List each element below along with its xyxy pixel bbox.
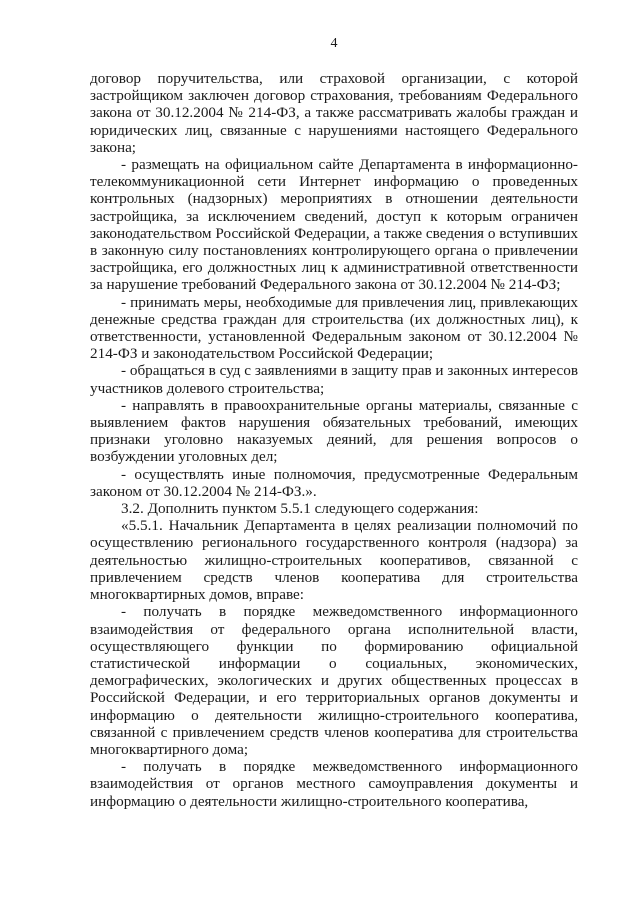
page-number: 4 xyxy=(330,36,338,51)
paragraph: - размещать на официальном сайте Департамента в информационно-телекоммуникационной сети Интернет информацию о проведенных контрольных (надзорных) мероприятиях в отношении деятельности застройщика, за исключением сведений, доступ к которым ограничен законодательством Российской Федерации, а также сведения о вступивших в законную силу постановлениях контролирующего органа о привлечении застройщика, его должностных лиц к административной ответственности за нарушение требований Федерального закона от 30.12.2004 № 214-ФЗ; xyxy=(90,156,578,294)
paragraph: договор поручительства, или страховой организации, с которой застройщиком заключен договор страхования, требованиям Федерального закона от 30.12.2004 № 214-ФЗ, а также рассматривать жалобы граждан и юридических лиц, связанные с нарушениями настоящего Федерального закона; xyxy=(90,70,578,156)
paragraph: - получать в порядке межведомственного информационного взаимодействия от федерального органа исполнительной власти, осуществляющего функции по формированию официальной статистической информации о социальных, экономических, демографических, экологических и других общественных процессах в Российской Федерации, и его территориальных органов документы и информацию о деятельности жилищно-строительного кооператива, связанной с привлечением средств членов кооператива для строительства многоквартирного дома; xyxy=(90,603,578,758)
paragraph: 3.2. Дополнить пунктом 5.5.1 следующего содержания: xyxy=(121,500,479,518)
paragraph: - обращаться в суд с заявлениями в защиту прав и законных интересов участников долевого строительства; xyxy=(90,362,578,397)
document-page xyxy=(90,36,578,810)
paragraph: - принимать меры, необходимые для привлечения лиц, привлекающих денежные средства граждан для строительства (их должностных лиц), к ответственности, установленной Федеральным законом от 30.12.2004 № 214-ФЗ и законодательством Российской Федерации; xyxy=(90,293,578,363)
paragraph: - направлять в правоохранительные органы материалы, связанные с выявлением фактов нарушения обязательных требований, имеющих признаки уголовно наказуемых деяний, для решения вопросов о возбуждении уголовных дел; xyxy=(90,396,578,466)
paragraph: - осуществлять иные полномочия, предусмотренные Федеральным законом от 30.12.2004 № 214-ФЗ.». xyxy=(90,465,578,500)
paragraph: - получать в порядке межведомственного информационного взаимодействия от органов местного самоуправления документы и информацию о деятельности жилищно-строительного кооператива, xyxy=(90,758,578,810)
document-body xyxy=(90,70,578,810)
paragraph: «5.5.1. Начальник Департамента в целях реализации полномочий по осуществлению регионального государственного контроля (надзора) за деятельностью жилищно-строительных кооперативов, связанной с привлечением средств членов кооператива для строительства многоквартирных домов, вправе: xyxy=(90,517,578,604)
